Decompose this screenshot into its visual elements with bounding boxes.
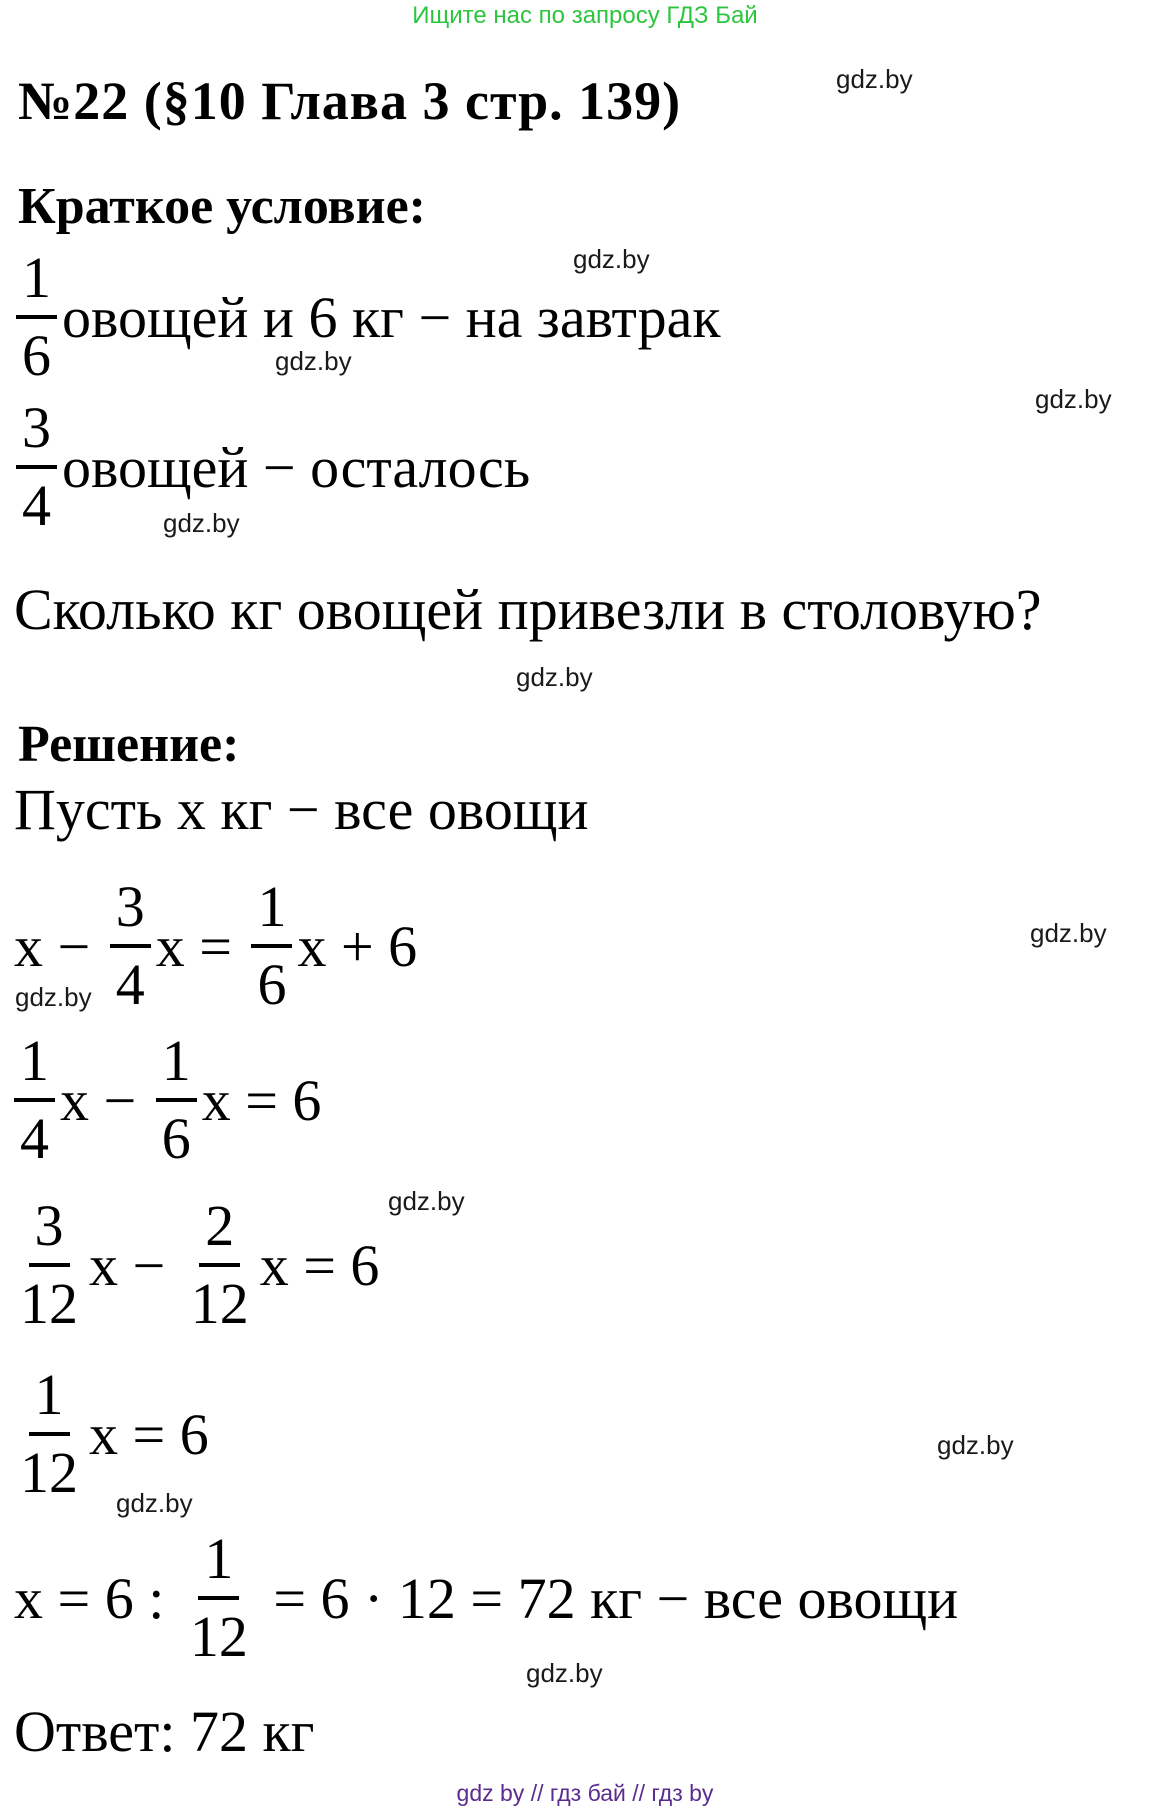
promo-banner: Ищите нас по запросу ГДЗ Бай xyxy=(412,2,758,29)
gdz-watermark: gdz.by xyxy=(1030,918,1107,948)
gdz-watermark: gdz.by xyxy=(526,1658,603,1688)
gdz-watermark: gdz.by xyxy=(163,508,240,538)
gdz-watermark: gdz.by xyxy=(1035,384,1112,414)
gdz-watermark: gdz.by xyxy=(15,982,92,1012)
gdz-watermark: gdz.by xyxy=(937,1430,1014,1460)
equation-1: x − $\frac{3}{4}$ x = $\frac{1}{6}$ x + 6 xyxy=(14,874,418,1017)
condition-line-2 xyxy=(16,395,531,538)
gdz-watermark: gdz.by xyxy=(836,64,913,94)
fraction-three-fourths: $\frac{3}{4}$ xyxy=(16,399,57,535)
gdz-watermark: gdz.by xyxy=(573,244,650,274)
condition-line-1-text: овощей и 6 кг − на завтрак xyxy=(62,284,721,350)
equation-3: $\frac{3}{12}$ x − $\frac{2}{12}$ x = 6 xyxy=(14,1197,379,1333)
condition-heading: Краткое условие: xyxy=(18,178,426,236)
page-title: №22 (§10 Глава 3 стр. 139) xyxy=(18,71,682,132)
condition-line-1 xyxy=(16,245,721,388)
equation-4: $\frac{1}{12}$ x = 6 xyxy=(14,1366,209,1502)
gdz-watermark: gdz.by xyxy=(516,662,593,692)
fraction-one-sixth: $\frac{1}{6}$ xyxy=(16,249,57,385)
fraction: $\frac{1}{6}$ xyxy=(251,878,292,1014)
answer-text: Ответ: 72 кг xyxy=(14,1699,315,1764)
condition-line-2-text: овощей − осталось xyxy=(62,434,531,500)
question-text: Сколько кг овощей привезли в столовую? xyxy=(14,577,1042,642)
fraction: $\frac{1}{12}$ xyxy=(189,1526,248,1669)
solution-heading: Решение: xyxy=(18,716,240,774)
let-statement: Пусть x кг − все овощи xyxy=(14,777,589,842)
fraction: $\frac{3}{4}$ xyxy=(110,878,151,1014)
fraction: $\frac{1}{6}$ xyxy=(156,1032,197,1168)
fraction: $\frac{1}{12}$ xyxy=(20,1362,78,1505)
footer-links: gdz by // гдз бай // гдз by xyxy=(456,1780,714,1806)
equation-5: x = 6 : $\frac{1}{12}$ = 6 · 12 = 72 кг − все овощи xyxy=(14,1526,959,1669)
fraction: $\frac{2}{12}$ xyxy=(190,1193,249,1336)
equation-2: $\frac{1}{4}$ x − $\frac{1}{6}$ x = 6 xyxy=(14,1032,321,1168)
fraction: $\frac{1}{4}$ xyxy=(14,1032,55,1168)
gdz-watermark: gdz.by xyxy=(388,1186,465,1216)
fraction: $\frac{3}{12}$ xyxy=(20,1193,78,1336)
gdz-watermark: gdz.by xyxy=(275,346,352,376)
gdz-watermark: gdz.by xyxy=(116,1488,193,1518)
